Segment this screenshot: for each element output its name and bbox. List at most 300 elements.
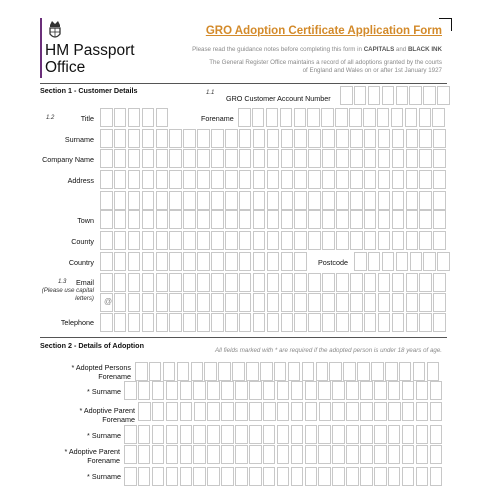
character-box[interactable] [350, 273, 363, 292]
character-box[interactable] [416, 402, 429, 421]
character-box[interactable] [239, 273, 252, 292]
character-box[interactable] [305, 402, 318, 421]
character-box[interactable] [197, 293, 210, 312]
character-box[interactable] [308, 191, 321, 210]
character-box[interactable] [246, 362, 259, 381]
character-box[interactable] [385, 362, 398, 381]
character-box[interactable] [368, 252, 381, 271]
character-box[interactable] [266, 108, 279, 127]
character-box[interactable] [406, 210, 419, 229]
character-box[interactable] [225, 210, 238, 229]
character-box[interactable] [419, 129, 432, 148]
character-box[interactable] [194, 402, 207, 421]
character-box[interactable] [169, 313, 182, 332]
character-box[interactable] [360, 402, 373, 421]
character-box[interactable] [253, 313, 266, 332]
character-box[interactable] [281, 129, 294, 148]
character-box[interactable] [371, 362, 384, 381]
character-box[interactable] [180, 381, 193, 400]
character-box[interactable] [308, 149, 321, 168]
character-box[interactable] [388, 381, 401, 400]
character-box[interactable] [124, 445, 137, 464]
character-box[interactable] [128, 252, 141, 271]
character-box[interactable] [305, 425, 318, 444]
character-box[interactable] [308, 313, 321, 332]
character-box[interactable] [392, 231, 405, 250]
character-box[interactable] [135, 362, 148, 381]
character-box[interactable] [138, 467, 151, 486]
character-box[interactable] [437, 86, 450, 105]
character-box[interactable] [138, 445, 151, 464]
character-box[interactable] [114, 108, 127, 127]
character-box[interactable] [382, 86, 395, 105]
character-box[interactable] [308, 210, 321, 229]
character-box[interactable] [197, 170, 210, 189]
character-box[interactable] [291, 381, 304, 400]
character-box[interactable] [169, 210, 182, 229]
character-box[interactable] [318, 467, 331, 486]
character-box[interactable] [336, 313, 349, 332]
character-box[interactable] [406, 313, 419, 332]
character-box[interactable] [409, 86, 422, 105]
parent2-forename-field[interactable] [124, 445, 443, 464]
character-box[interactable] [308, 273, 321, 292]
character-box[interactable] [128, 231, 141, 250]
character-box[interactable] [169, 293, 182, 312]
character-box[interactable] [197, 149, 210, 168]
character-box[interactable] [319, 402, 332, 421]
character-box[interactable] [388, 425, 401, 444]
character-box[interactable] [204, 362, 217, 381]
character-box[interactable] [294, 108, 307, 127]
character-box[interactable] [267, 231, 280, 250]
character-box[interactable] [350, 293, 363, 312]
character-box[interactable] [239, 252, 252, 271]
character-box[interactable] [419, 210, 432, 229]
character-box[interactable] [281, 273, 294, 292]
character-box[interactable] [239, 191, 252, 210]
character-box[interactable] [207, 425, 220, 444]
character-box[interactable] [318, 445, 331, 464]
character-box[interactable] [392, 210, 405, 229]
character-box[interactable] [377, 108, 390, 127]
character-box[interactable] [128, 313, 141, 332]
parent-forename-field[interactable] [138, 402, 444, 421]
character-box[interactable] [416, 445, 429, 464]
character-box[interactable] [336, 149, 349, 168]
character-box[interactable] [329, 362, 342, 381]
character-box[interactable] [142, 191, 155, 210]
character-box[interactable] [364, 210, 377, 229]
character-box[interactable] [128, 273, 141, 292]
character-box[interactable] [419, 313, 432, 332]
character-box[interactable] [100, 108, 113, 127]
character-box[interactable] [169, 191, 182, 210]
surname-field[interactable] [100, 129, 447, 148]
character-box[interactable] [277, 445, 290, 464]
character-box[interactable] [169, 129, 182, 148]
character-box[interactable] [291, 467, 304, 486]
character-box[interactable] [357, 362, 370, 381]
character-box[interactable] [332, 402, 345, 421]
character-box[interactable] [253, 252, 266, 271]
character-box[interactable] [263, 445, 276, 464]
character-box[interactable] [253, 210, 266, 229]
character-box[interactable] [360, 445, 373, 464]
character-box[interactable] [277, 402, 290, 421]
character-box[interactable] [350, 231, 363, 250]
character-box[interactable] [183, 293, 196, 312]
character-box[interactable] [360, 467, 373, 486]
character-box[interactable] [346, 381, 359, 400]
character-box[interactable] [128, 293, 141, 312]
character-box[interactable] [346, 425, 359, 444]
character-box[interactable] [166, 402, 179, 421]
character-box[interactable] [336, 293, 349, 312]
character-box[interactable] [114, 170, 127, 189]
character-box[interactable] [336, 210, 349, 229]
character-box[interactable] [263, 381, 276, 400]
character-box[interactable] [433, 293, 446, 312]
character-box[interactable] [294, 170, 307, 189]
character-box[interactable] [180, 467, 193, 486]
character-box[interactable] [350, 313, 363, 332]
character-box[interactable] [183, 191, 196, 210]
character-box[interactable] [363, 108, 376, 127]
character-box[interactable] [430, 402, 443, 421]
character-box[interactable] [433, 273, 446, 292]
character-box[interactable] [308, 170, 321, 189]
character-box[interactable] [211, 210, 224, 229]
character-box[interactable] [183, 252, 196, 271]
character-box[interactable] [197, 313, 210, 332]
character-box[interactable] [142, 273, 155, 292]
character-box[interactable] [239, 129, 252, 148]
character-box[interactable] [152, 381, 165, 400]
postcode-field[interactable] [354, 252, 451, 271]
character-box[interactable] [413, 362, 426, 381]
character-box[interactable] [388, 467, 401, 486]
character-box[interactable] [405, 108, 418, 127]
character-box[interactable] [267, 191, 280, 210]
character-box[interactable] [392, 129, 405, 148]
address-line2-field[interactable] [100, 191, 447, 210]
character-box[interactable] [294, 293, 307, 312]
character-box[interactable] [378, 191, 391, 210]
character-box[interactable] [124, 425, 137, 444]
parent-surname-field[interactable] [124, 425, 443, 444]
character-box[interactable] [211, 231, 224, 250]
character-box[interactable] [211, 129, 224, 148]
character-box[interactable] [152, 445, 165, 464]
character-box[interactable] [350, 191, 363, 210]
character-box[interactable] [221, 425, 234, 444]
character-box[interactable] [183, 273, 196, 292]
character-box[interactable] [156, 191, 169, 210]
character-box[interactable] [128, 210, 141, 229]
town-field[interactable] [100, 210, 447, 229]
character-box[interactable] [100, 149, 113, 168]
account-number-field[interactable] [340, 86, 451, 105]
character-box[interactable] [392, 149, 405, 168]
character-box[interactable] [156, 210, 169, 229]
character-box[interactable] [291, 445, 304, 464]
character-box[interactable] [100, 129, 113, 148]
character-box[interactable] [149, 362, 162, 381]
character-box[interactable] [322, 273, 335, 292]
character-box[interactable] [197, 231, 210, 250]
character-box[interactable] [433, 191, 446, 210]
character-box[interactable] [294, 313, 307, 332]
character-box[interactable] [183, 129, 196, 148]
character-box[interactable] [374, 425, 387, 444]
character-box[interactable] [302, 362, 315, 381]
character-box[interactable] [239, 170, 252, 189]
character-box[interactable] [350, 149, 363, 168]
character-box[interactable] [430, 425, 443, 444]
character-box[interactable] [152, 402, 165, 421]
character-box[interactable] [350, 170, 363, 189]
character-box[interactable] [336, 170, 349, 189]
character-box[interactable] [364, 273, 377, 292]
character-box[interactable] [156, 108, 169, 127]
character-box[interactable] [406, 191, 419, 210]
character-box[interactable] [378, 273, 391, 292]
character-box[interactable] [263, 467, 276, 486]
character-box[interactable] [221, 381, 234, 400]
character-box[interactable] [419, 273, 432, 292]
character-box[interactable] [346, 467, 359, 486]
character-box[interactable] [294, 191, 307, 210]
title-field[interactable] [100, 108, 169, 127]
character-box[interactable] [221, 467, 234, 486]
character-box[interactable] [142, 313, 155, 332]
character-box[interactable] [336, 231, 349, 250]
character-box[interactable] [211, 252, 224, 271]
character-box[interactable] [100, 273, 113, 292]
character-box[interactable] [402, 467, 415, 486]
character-box[interactable] [114, 210, 127, 229]
adopted-forename-field[interactable] [135, 362, 441, 381]
character-box[interactable] [392, 273, 405, 292]
character-box[interactable] [142, 231, 155, 250]
adopted-surname-field[interactable] [124, 381, 443, 400]
character-box[interactable] [114, 252, 127, 271]
character-box[interactable] [221, 402, 234, 421]
character-box[interactable] [197, 129, 210, 148]
character-box[interactable] [332, 381, 345, 400]
character-box[interactable] [169, 273, 182, 292]
character-box[interactable] [354, 252, 367, 271]
character-box[interactable] [406, 170, 419, 189]
character-box[interactable] [374, 467, 387, 486]
character-box[interactable] [169, 149, 182, 168]
character-box[interactable] [156, 252, 169, 271]
character-box[interactable] [433, 231, 446, 250]
character-box[interactable] [396, 252, 409, 271]
character-box[interactable] [378, 170, 391, 189]
character-box[interactable] [392, 313, 405, 332]
character-box[interactable] [211, 149, 224, 168]
character-box[interactable] [142, 210, 155, 229]
character-box[interactable] [416, 425, 429, 444]
character-box[interactable] [308, 293, 321, 312]
character-box[interactable] [142, 293, 155, 312]
character-box[interactable] [169, 252, 182, 271]
character-box[interactable] [152, 425, 165, 444]
character-box[interactable] [291, 425, 304, 444]
character-box[interactable] [419, 108, 432, 127]
character-box[interactable] [193, 467, 206, 486]
character-box[interactable] [332, 425, 345, 444]
character-box[interactable] [156, 231, 169, 250]
country-field[interactable] [100, 252, 308, 271]
character-box[interactable] [207, 402, 220, 421]
character-box[interactable] [238, 108, 251, 127]
character-box[interactable] [281, 210, 294, 229]
character-box[interactable] [225, 293, 238, 312]
character-box[interactable] [281, 191, 294, 210]
character-box[interactable] [308, 129, 321, 148]
character-box[interactable] [340, 86, 353, 105]
character-box[interactable] [138, 381, 151, 400]
telephone-field[interactable] [100, 313, 447, 332]
character-box[interactable] [156, 149, 169, 168]
character-box[interactable] [252, 108, 265, 127]
character-box[interactable] [124, 381, 137, 400]
character-box[interactable] [211, 191, 224, 210]
character-box[interactable] [267, 129, 280, 148]
character-box[interactable] [364, 149, 377, 168]
character-box[interactable] [156, 313, 169, 332]
character-box[interactable] [267, 293, 280, 312]
character-box[interactable] [239, 293, 252, 312]
character-box[interactable] [163, 362, 176, 381]
character-box[interactable] [267, 273, 280, 292]
character-box[interactable] [402, 402, 415, 421]
character-box[interactable] [277, 381, 290, 400]
character-box[interactable] [267, 149, 280, 168]
character-box[interactable] [388, 445, 401, 464]
character-box[interactable] [225, 252, 238, 271]
character-box[interactable] [114, 313, 127, 332]
character-box[interactable] [378, 231, 391, 250]
character-box[interactable] [239, 210, 252, 229]
character-box[interactable] [183, 313, 196, 332]
character-box[interactable] [128, 191, 141, 210]
character-box[interactable] [260, 362, 273, 381]
character-box[interactable] [350, 210, 363, 229]
character-box[interactable] [249, 467, 262, 486]
character-box[interactable] [430, 467, 443, 486]
character-box[interactable] [183, 210, 196, 229]
character-box[interactable] [100, 313, 113, 332]
character-box[interactable] [156, 273, 169, 292]
character-box[interactable] [239, 231, 252, 250]
character-box[interactable] [249, 402, 262, 421]
character-box[interactable] [225, 231, 238, 250]
character-box[interactable] [391, 108, 404, 127]
character-box[interactable] [336, 129, 349, 148]
character-box[interactable] [406, 231, 419, 250]
character-box[interactable] [396, 86, 409, 105]
character-box[interactable] [124, 467, 137, 486]
character-box[interactable] [180, 402, 193, 421]
character-box[interactable] [294, 252, 307, 271]
character-box[interactable] [207, 445, 220, 464]
character-box[interactable] [318, 381, 331, 400]
character-box[interactable] [156, 129, 169, 148]
character-box[interactable] [430, 381, 443, 400]
character-box[interactable] [406, 293, 419, 312]
character-box[interactable] [225, 191, 238, 210]
character-box[interactable] [166, 445, 179, 464]
county-field[interactable] [100, 231, 447, 250]
character-box[interactable] [321, 108, 334, 127]
character-box[interactable] [235, 381, 248, 400]
character-box[interactable] [406, 129, 419, 148]
character-box[interactable] [392, 191, 405, 210]
character-box[interactable] [128, 129, 141, 148]
character-box[interactable] [322, 210, 335, 229]
character-box[interactable] [183, 149, 196, 168]
character-box[interactable] [277, 425, 290, 444]
character-box[interactable] [114, 129, 127, 148]
character-box[interactable] [267, 170, 280, 189]
character-box[interactable] [364, 313, 377, 332]
character-box[interactable] [207, 467, 220, 486]
character-box[interactable] [156, 293, 169, 312]
character-box[interactable] [419, 170, 432, 189]
character-box[interactable] [308, 231, 321, 250]
character-box[interactable] [392, 293, 405, 312]
character-box[interactable] [253, 293, 266, 312]
character-box[interactable] [277, 467, 290, 486]
character-box[interactable] [253, 231, 266, 250]
character-box[interactable] [430, 445, 443, 464]
character-box[interactable] [316, 362, 329, 381]
character-box[interactable] [294, 273, 307, 292]
character-box[interactable] [193, 445, 206, 464]
character-box[interactable] [263, 402, 276, 421]
character-box[interactable] [180, 425, 193, 444]
character-box[interactable] [183, 170, 196, 189]
character-box[interactable] [239, 149, 252, 168]
character-box[interactable] [368, 86, 381, 105]
character-box[interactable] [294, 231, 307, 250]
character-box[interactable] [281, 293, 294, 312]
character-box[interactable] [281, 252, 294, 271]
character-box[interactable] [239, 313, 252, 332]
character-box[interactable] [318, 425, 331, 444]
character-box[interactable] [142, 170, 155, 189]
character-box[interactable] [402, 381, 415, 400]
character-box[interactable] [364, 129, 377, 148]
character-box[interactable] [416, 467, 429, 486]
character-box[interactable] [349, 108, 362, 127]
character-box[interactable] [249, 425, 262, 444]
character-box[interactable] [225, 313, 238, 332]
character-box[interactable] [374, 402, 387, 421]
character-box[interactable] [100, 231, 113, 250]
character-box[interactable] [263, 425, 276, 444]
character-box[interactable] [402, 445, 415, 464]
character-box[interactable] [166, 467, 179, 486]
character-box[interactable] [138, 402, 151, 421]
character-box[interactable] [406, 273, 419, 292]
character-box[interactable] [433, 149, 446, 168]
email-line1-field[interactable] [100, 273, 447, 292]
